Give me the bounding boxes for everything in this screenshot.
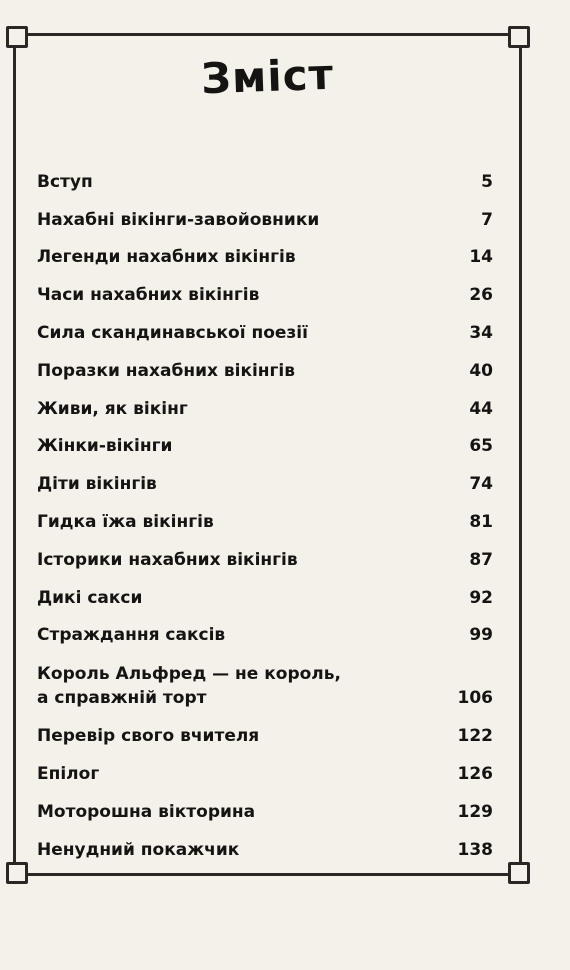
toc-entry-page-number: 40: [469, 360, 493, 381]
toc-entry-page-number: 44: [469, 398, 493, 419]
toc-entry[interactable]: [37, 496, 493, 534]
toc-entry-title: Часи нахабних вікінгів: [37, 285, 260, 306]
toc-entry-page-number: 92: [469, 587, 493, 608]
table-of-contents: [37, 156, 493, 862]
frame-corner-bottom-right: [508, 862, 530, 884]
toc-entry[interactable]: [37, 534, 493, 572]
toc-entry[interactable]: [37, 269, 493, 307]
toc-entry-title: Король Альфред — не король, а справжній торт: [37, 664, 341, 709]
toc-entry[interactable]: [37, 458, 493, 496]
frame-corner-bottom-left: [6, 862, 28, 884]
toc-entry-page-number: 126: [457, 763, 493, 784]
toc-entry[interactable]: [37, 345, 493, 383]
toc-entry-page-number: 138: [457, 839, 493, 860]
toc-entry[interactable]: [37, 647, 493, 710]
toc-entry-page-number: 106: [457, 688, 493, 709]
toc-entry[interactable]: [37, 383, 493, 421]
toc-entry[interactable]: [37, 572, 493, 610]
toc-entry-title: Діти вікінгів: [37, 474, 157, 495]
toc-entry-page-number: 74: [469, 474, 493, 495]
toc-entry-page-number: 122: [457, 726, 493, 747]
toc-entry-page-number: 7: [481, 209, 493, 230]
toc-entry[interactable]: [37, 824, 493, 862]
toc-entry[interactable]: [37, 786, 493, 824]
toc-entry-page-number: 99: [469, 625, 493, 646]
toc-entry-page-number: 81: [469, 511, 493, 532]
toc-entry-title: Страждання саксів: [37, 625, 226, 646]
toc-entry[interactable]: [37, 610, 493, 648]
toc-entry-title: Легенди нахабних вікінгів: [37, 247, 296, 268]
toc-entry[interactable]: [37, 232, 493, 270]
frame-corner-top-left: [6, 26, 28, 48]
toc-entry-page-number: 34: [469, 322, 493, 343]
toc-entry-page-number: 129: [457, 801, 493, 822]
toc-entry-title: Перевір свого вчителя: [37, 726, 260, 747]
toc-entry-title: Ненудний покажчик: [37, 839, 240, 860]
toc-entry-page-number: 65: [469, 436, 493, 457]
toc-entry-title: Історики нахабних вікінгів: [37, 549, 298, 570]
toc-entry[interactable]: [37, 194, 493, 232]
toc-entry-title: Дикі сакси: [37, 587, 143, 608]
toc-entry-title: Гидка їжа вікінгів: [37, 511, 214, 532]
toc-entry-title: Сила скандинавської поезії: [37, 322, 308, 343]
toc-entry-title: Епілог: [37, 763, 100, 784]
toc-entry-page-number: 87: [469, 549, 493, 570]
toc-entry[interactable]: [37, 307, 493, 345]
toc-entry[interactable]: [37, 156, 493, 194]
toc-entry[interactable]: [37, 710, 493, 748]
toc-entry-title: Жінки-вікінги: [37, 436, 173, 457]
toc-entry[interactable]: [37, 421, 493, 459]
toc-entry[interactable]: [37, 748, 493, 786]
toc-entry-title: Вступ: [37, 171, 93, 192]
toc-entry-page-number: 26: [469, 285, 493, 306]
toc-entry-title: Живи, як вікінг: [37, 398, 188, 419]
toc-entry-title: Моторошна вікторина: [37, 801, 256, 822]
toc-entry-page-number: 14: [469, 247, 493, 268]
toc-entry-title: Поразки нахабних вікінгів: [37, 360, 296, 381]
toc-entry-title: Нахабні вікінги-завойовники: [37, 209, 320, 230]
page-title: Зміст: [200, 49, 335, 104]
toc-entry-page-number: 5: [481, 171, 493, 192]
